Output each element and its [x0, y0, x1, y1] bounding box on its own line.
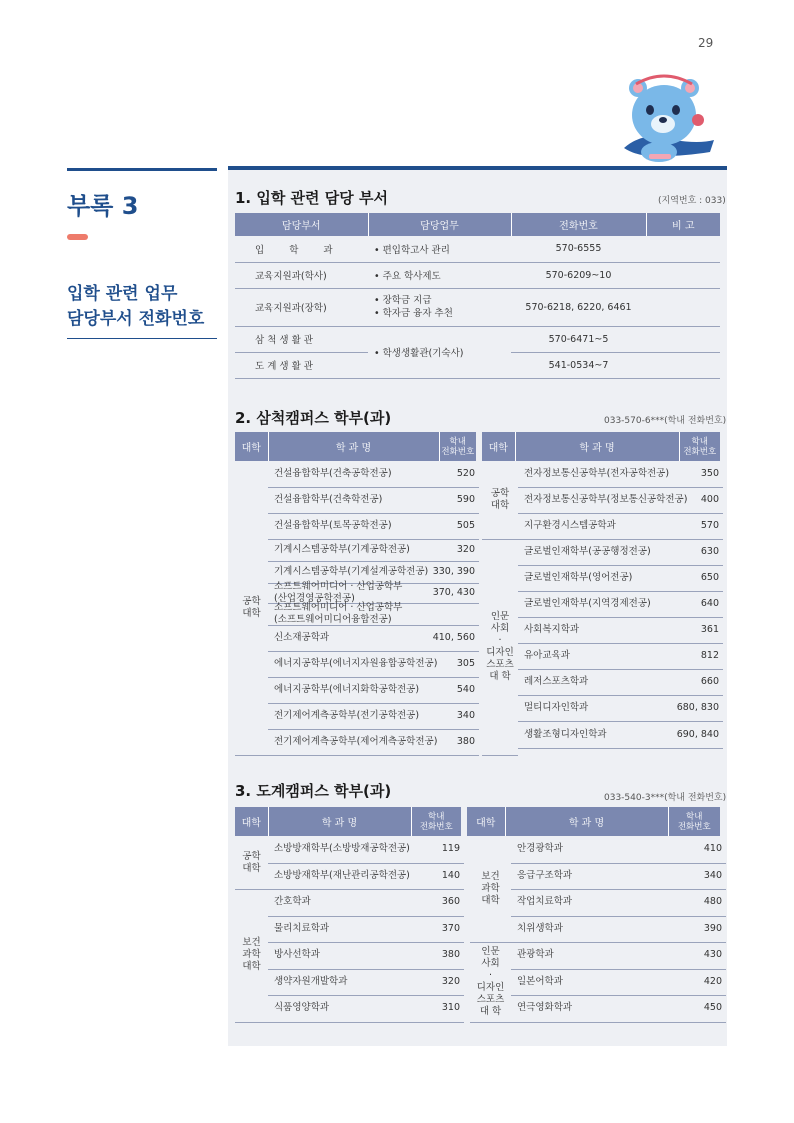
table-row	[518, 539, 723, 566]
extension-number: 410, 560	[432, 632, 475, 643]
dept-name	[274, 625, 329, 651]
dept-name	[274, 583, 402, 603]
dept-name-text: 일본어학과	[517, 975, 563, 987]
left-bottom-rule	[67, 338, 217, 339]
table-cell: • 학생생활관(기숙사)	[368, 326, 511, 378]
dept-name	[524, 643, 570, 669]
extension-number: 390	[703, 922, 722, 934]
dogye-table	[235, 807, 720, 836]
dept-name-text: 에너지공학부(에너지자원융합공학전공)	[274, 658, 438, 669]
bear-mascot-illustration	[614, 70, 716, 170]
col-college: 대학	[235, 432, 268, 461]
dept-name-text: 에너지공학부(에너지화학공학전공)	[274, 684, 420, 695]
dept-name	[517, 889, 572, 916]
table-row	[518, 695, 723, 722]
extension-number: 505	[456, 520, 475, 531]
table-row	[268, 995, 464, 1023]
table-cell	[368, 288, 511, 326]
dept-name	[524, 539, 651, 565]
dept-name-text: 글로벌인재학부(지역경제전공)	[524, 598, 651, 609]
dept-name	[274, 916, 329, 943]
dept-name	[524, 721, 607, 748]
table-row	[511, 889, 726, 917]
dept-name-text: (소프트웨어미디어융합전공)	[274, 614, 392, 625]
dept-name-text: 기계시스템공학부(기계설계공학전공)	[274, 566, 429, 577]
table-row	[511, 942, 726, 970]
dept-name-text: 지구환경시스템공학과	[524, 520, 616, 531]
table-row	[268, 863, 464, 891]
extension-number: 640	[700, 598, 719, 609]
col-ext	[668, 807, 720, 836]
extension-number: 140	[441, 869, 460, 881]
dept-name-text: 연극영화학과	[517, 1002, 573, 1014]
dept-name-text: 응급구조학과	[517, 869, 573, 881]
col-ext-line: 전화번호	[419, 821, 453, 832]
extension-number: 650	[700, 572, 719, 583]
extension-number: 400	[700, 494, 719, 505]
dept-name-text: 생약자원개발학과	[274, 975, 348, 987]
table-cell	[646, 352, 720, 378]
extension-number: 305	[456, 658, 475, 669]
dept-name	[274, 539, 410, 561]
college-name: 공학 대학	[482, 461, 518, 540]
dept-name-text: 건설융합학부(건축공학전공)	[274, 468, 392, 479]
dept-name-text: 치위생학과	[517, 922, 563, 934]
table-cell: 570-6471~5	[511, 326, 646, 352]
table-row	[268, 461, 479, 488]
extension-number: 540	[456, 684, 475, 695]
table-row	[518, 487, 723, 514]
table-row	[268, 539, 479, 562]
table-cell: 교육지원과(학사)	[235, 262, 368, 288]
col-college: 대학	[479, 432, 515, 461]
table-cell: 570-6209~10	[511, 262, 646, 288]
table-row	[518, 513, 723, 540]
extension-number: 812	[700, 650, 719, 661]
subtitle-line1: 입학 관련 업무	[67, 284, 178, 304]
college-name: 보건 과학 대학	[235, 889, 268, 1023]
dept-name	[517, 863, 572, 890]
col-dept: 담당부서	[235, 213, 368, 236]
college-name: 인문 사회 · 디자인 스포츠 대 학	[470, 942, 511, 1023]
extension-number: 370, 430	[432, 587, 475, 598]
dept-name	[524, 669, 588, 695]
table-cell: 삼 척 생 활 관	[235, 326, 368, 352]
dept-name	[517, 995, 572, 1022]
table-row	[268, 677, 479, 704]
dept-name-text: 소프트웨어미디어 · 산업공학부	[274, 581, 403, 592]
dept-name	[274, 461, 392, 487]
appendix-subtitle	[67, 282, 204, 332]
extension-number: 450	[703, 1002, 722, 1013]
table-row	[511, 969, 726, 997]
col-task: 담당업무	[368, 213, 511, 236]
extension-number: 350	[700, 468, 719, 479]
dept-name	[274, 487, 382, 513]
extension-number: 520	[456, 468, 475, 479]
college-name: 보건 과학 대학	[470, 836, 511, 943]
extension-number: 410	[703, 843, 722, 854]
col-dept-name: 학 과 명	[268, 807, 411, 836]
dept-name-text: 사회복지학과	[524, 624, 580, 635]
table-row	[511, 916, 726, 944]
col-remark: 비 고	[646, 213, 720, 236]
extension-number: 380	[456, 736, 475, 747]
extension-number: 420	[703, 975, 722, 987]
samcheok-table	[235, 432, 720, 461]
dept-name-text: (산업경영공학전공)	[274, 593, 355, 604]
table-cell	[646, 236, 720, 262]
dept-name	[274, 603, 402, 625]
dept-name-text: 방사선학과	[274, 949, 320, 961]
col-ext-line: 전화번호	[683, 446, 717, 457]
dept-table	[235, 213, 720, 379]
dept-name-text: 멀티디자인학과	[524, 702, 589, 713]
extension-number: 310	[441, 1002, 460, 1013]
table-row	[518, 565, 723, 592]
dept-name	[517, 969, 563, 996]
col-ext	[411, 807, 464, 836]
table-cell: 570-6218, 6220, 6461	[511, 288, 646, 326]
appendix-title: 부록 3	[67, 192, 139, 220]
col-ext-line: 학내	[686, 811, 703, 822]
dept-name-text: 작업치료학과	[517, 896, 573, 908]
col-dept-name: 학 과 명	[515, 432, 679, 461]
col-ext-line: 전화번호	[677, 821, 711, 832]
dept-name-text: 소방방재학부(소방방재공학전공)	[274, 843, 410, 855]
col-ext	[679, 432, 720, 461]
table-row	[268, 969, 464, 997]
dept-name-text: 건설융합학부(토목공학전공)	[274, 520, 392, 531]
dept-name-text: 기계시스템공학부(기계공학전공)	[274, 544, 410, 555]
task-line: • 학자금 융자 추천	[374, 308, 453, 319]
extension-number: 570	[700, 520, 719, 531]
table-row	[268, 916, 464, 944]
dept-name	[524, 513, 616, 539]
dept-name-text: 식품영양학과	[274, 1002, 330, 1014]
table-row	[268, 703, 479, 730]
dept-name-text: 전자정보통신공학부(전자공학전공)	[524, 468, 670, 479]
table-row	[268, 583, 479, 604]
extension-number: 361	[700, 624, 719, 635]
table-cell: 도 계 생 활 관	[235, 352, 368, 378]
panel-top-rule	[228, 166, 727, 170]
extension-number: 360	[441, 896, 460, 907]
col-dept-name: 학 과 명	[505, 807, 668, 836]
table-row	[268, 889, 464, 917]
extension-number: 480	[703, 896, 722, 907]
col-dept-name: 학 과 명	[268, 432, 439, 461]
table-cell: 입 학 과	[235, 236, 368, 262]
col-ext-line: 학내	[691, 436, 708, 447]
table-row	[268, 651, 479, 678]
col-ext-line: 학내	[428, 811, 445, 822]
extension-number: 660	[700, 676, 719, 687]
section2-title: 2. 삼척캠퍼스 학부(과)	[235, 409, 392, 427]
dept-name-text: 간호학과	[274, 896, 311, 908]
dept-name-text: 신소재공학과	[274, 632, 330, 643]
table-cell: 570-6555	[511, 236, 646, 262]
dept-name-text: 안경광학과	[517, 843, 563, 855]
dept-name-text: 글로벌인재학부(공공행정전공)	[524, 546, 651, 557]
table-row	[268, 942, 464, 970]
dept-name	[517, 836, 563, 863]
section3-note: 033-540-3***(학내 전화번호)	[604, 793, 727, 803]
table-row	[518, 461, 723, 488]
dept-name-text: 레저스포츠학과	[524, 676, 589, 687]
dept-name	[274, 677, 419, 703]
dept-name-text: 유아교육과	[524, 650, 570, 661]
extension-number: 590	[456, 494, 475, 505]
col-college: 대학	[464, 807, 505, 836]
dept-name	[517, 942, 554, 969]
extension-number: 370	[441, 922, 460, 934]
dept-name	[524, 591, 651, 617]
section2-note: 033-570-6***(학내 전화번호)	[604, 416, 727, 426]
table-row	[268, 603, 479, 626]
dept-name	[274, 889, 311, 916]
table-row	[518, 643, 723, 670]
col-ext	[439, 432, 479, 461]
table-row	[511, 836, 726, 864]
table-cell: 541-0534~7	[511, 352, 646, 378]
table-row	[518, 617, 723, 644]
col-ext-line: 전화번호	[441, 446, 475, 457]
dept-name	[524, 617, 579, 643]
dept-name	[274, 969, 347, 996]
table-row	[518, 669, 723, 696]
table-row	[518, 591, 723, 618]
dept-name	[524, 565, 632, 591]
dept-name	[274, 942, 320, 969]
table-cell	[646, 326, 720, 352]
table-row	[268, 625, 479, 652]
col-college: 대학	[235, 807, 268, 836]
dept-name-text: 전기제어계측공학부(제어계측공학전공)	[274, 736, 438, 747]
table-row	[268, 729, 479, 756]
table-cell: • 편입학고사 관리	[368, 236, 511, 262]
table-cell: 교육지원과(장학)	[235, 288, 368, 326]
dept-name	[274, 513, 392, 539]
extension-number: 380	[441, 949, 460, 960]
dept-name-text: 소방방재학부(재난관리공학전공)	[274, 869, 410, 881]
table-row	[268, 836, 464, 864]
extension-number: 340	[703, 869, 722, 881]
dept-name	[274, 703, 419, 729]
table-row	[268, 487, 479, 514]
college-name: 인문 사회 · 디자인 스포츠 대 학	[482, 539, 518, 756]
table-cell	[646, 262, 720, 288]
subtitle-line2: 담당부서 전화번호	[67, 309, 205, 329]
extension-number: 680, 830	[676, 702, 719, 713]
extension-number: 690, 840	[676, 729, 719, 740]
table-row	[511, 995, 726, 1023]
dept-name-text: 소프트웨어미디어 · 산업공학부	[274, 602, 403, 613]
table-row	[268, 513, 479, 540]
dept-name-text: 전자정보통신공학부(정보통신공학전공)	[524, 494, 688, 505]
dept-name-text: 글로벌인재학부(영어전공)	[524, 572, 633, 583]
accent-dash	[67, 234, 88, 240]
task-line: • 장학금 지급	[374, 295, 432, 306]
col-phone: 전화번호	[511, 213, 646, 236]
table-cell	[646, 288, 720, 326]
extension-number: 430	[703, 949, 722, 960]
section3-title: 3. 도계캠퍼스 학부(과)	[235, 782, 392, 800]
table-row	[518, 721, 723, 749]
table-row	[511, 863, 726, 891]
extension-number: 119	[441, 843, 460, 854]
col-ext-line: 학내	[449, 436, 466, 447]
section1-title: 1. 입학 관련 담당 부서	[235, 189, 388, 207]
extension-number: 340	[456, 710, 475, 721]
page-number: 29	[698, 36, 714, 50]
college-name: 공학 대학	[235, 836, 268, 890]
dept-name-text: 물리치료학과	[274, 922, 330, 934]
extension-number: 320	[456, 544, 475, 555]
extension-number: 330, 390	[432, 566, 475, 577]
dept-name-text: 전기제어계측공학부(전기공학전공)	[274, 710, 420, 721]
dept-name-text: 생활조형디자인학과	[524, 728, 607, 740]
dept-name	[517, 916, 563, 943]
extension-number: 320	[441, 975, 460, 987]
extension-number: 630	[700, 546, 719, 557]
dept-name-text: 건설융합학부(건축학전공)	[274, 494, 383, 505]
section1-note: (지역번호 : 033)	[658, 196, 726, 206]
dept-name	[274, 995, 329, 1022]
college-name: 공학 대학	[235, 461, 268, 756]
dept-name-text: 관광학과	[517, 949, 554, 961]
dept-name	[524, 695, 588, 721]
table-cell: • 주요 학사제도	[368, 262, 511, 288]
left-top-rule	[67, 168, 217, 171]
